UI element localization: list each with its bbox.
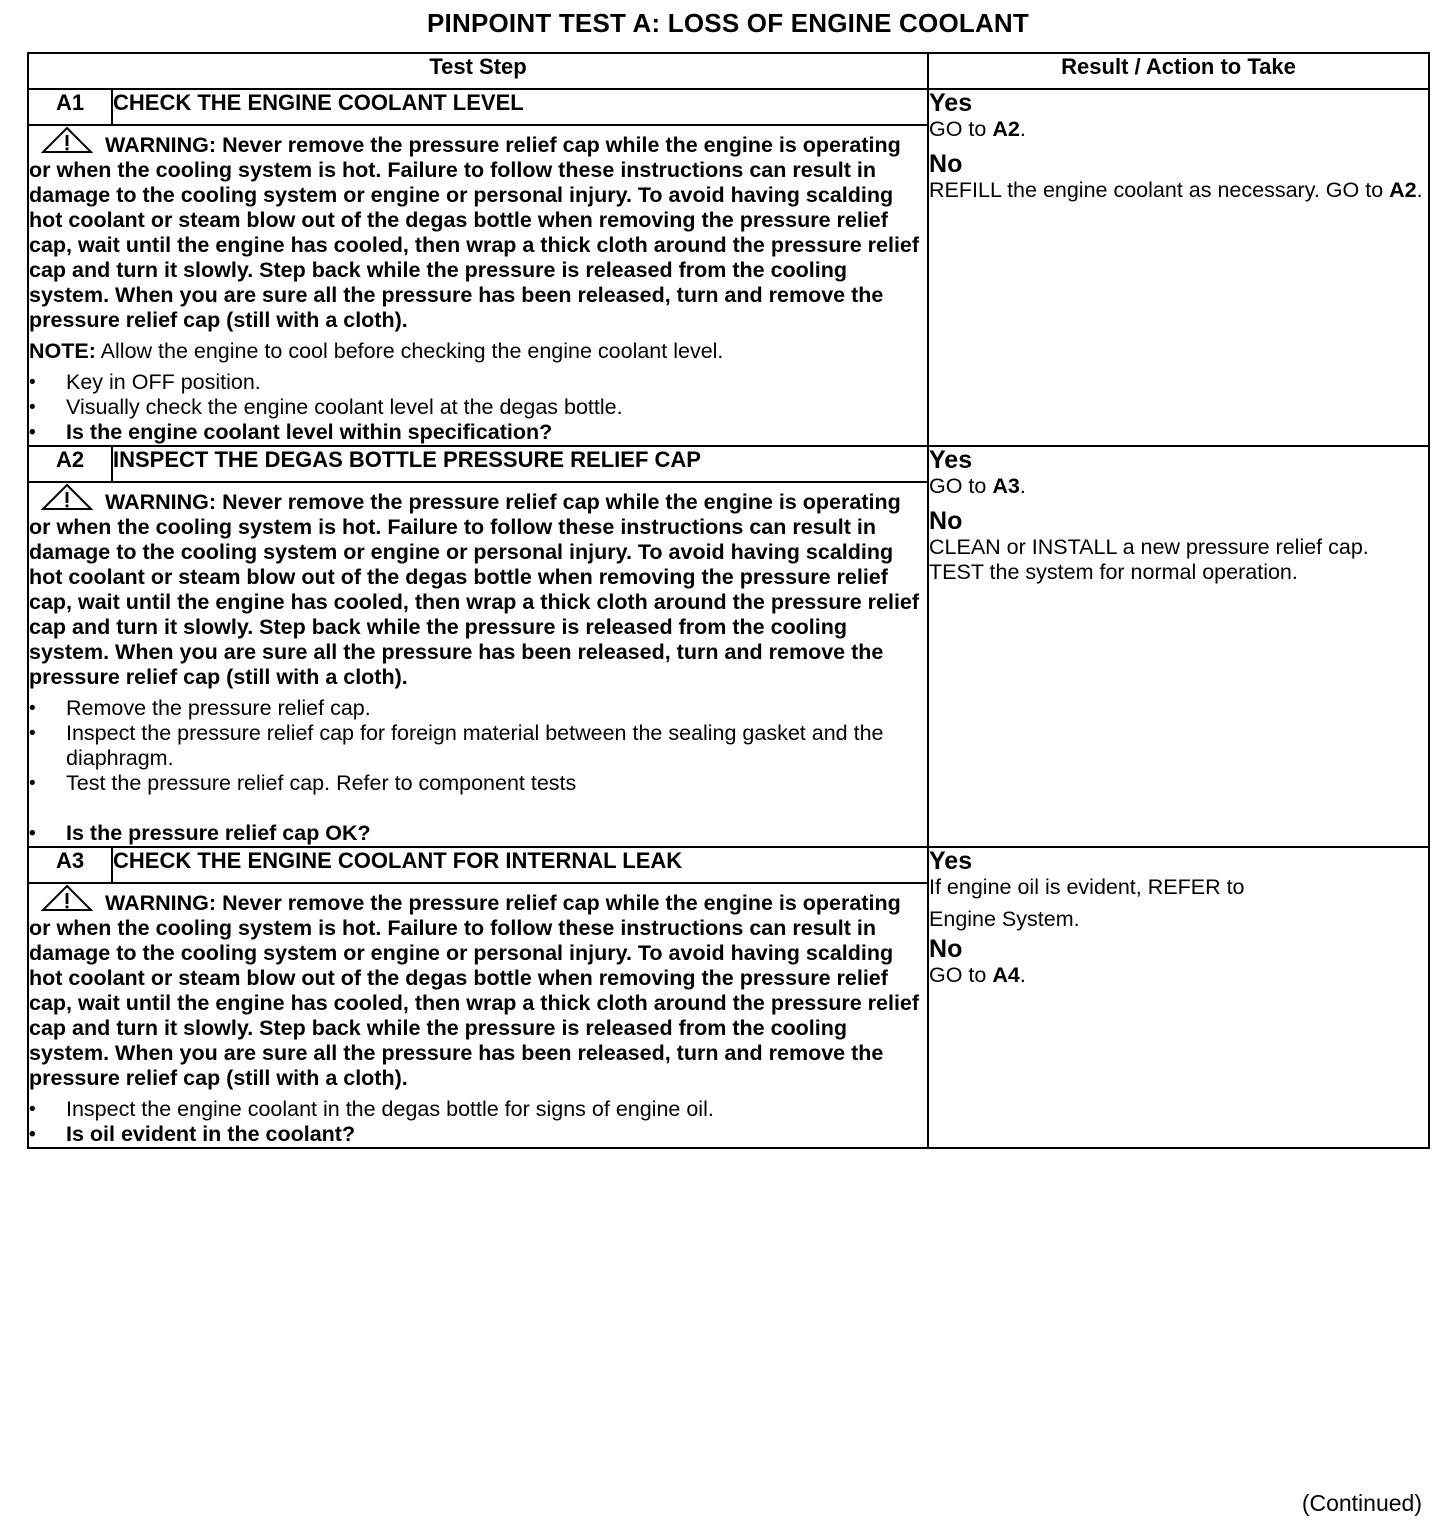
list-item-question: • Is oil evident in the coolant?: [29, 1122, 927, 1147]
step-id: A3: [28, 847, 112, 883]
warning-triangle-icon: [41, 126, 93, 154]
step-ref: A2: [1389, 177, 1417, 202]
warning-text: Never remove the pressure relief cap while the engine is operating or when the cooling system is hot. Failure to follow these instructions can result in damage to the cooling system or engine or personal injury. To avoid having scalding hot coolant or steam blow out of the degas bottle when removing the pressure relief cap, wait until the engine has cooled, then wrap a thick cloth around the pressure relief cap and turn it slowly. Step back while the pressure is released from the cooling system. When you are sure all the pressure has been released, turn and remove the pressure relief cap (still with a cloth).: [29, 891, 920, 1090]
header-test-step: Test Step: [28, 53, 928, 89]
step-ref: A2: [992, 117, 1020, 141]
step-title: CHECK THE ENGINE COOLANT FOR INTERNAL LEAK: [112, 847, 928, 883]
warning-triangle-icon: [41, 483, 93, 511]
step-a3-body: [28, 883, 928, 1148]
continued-label: (Continued): [1301, 1490, 1422, 1516]
step-a3-title-row: [28, 847, 1429, 883]
list-item: • Key in OFF position.: [29, 370, 927, 395]
warning-block: [29, 884, 927, 1091]
list-item: • Inspect the pressure relief cap for foreign material between the sealing gasket and the diaphragm.: [29, 721, 927, 771]
step-ref: A3: [992, 474, 1020, 498]
note-label: NOTE:: [29, 339, 96, 363]
step-a2-result: [928, 446, 1429, 847]
step-id: A1: [28, 89, 112, 125]
note-block: [29, 339, 927, 364]
yes-label: Yes: [929, 89, 973, 117]
no-label: No: [929, 149, 963, 178]
list-item: • Test the pressure relief cap. Refer to component tests: [29, 771, 927, 796]
step-a2-body: [28, 482, 928, 847]
step-ref: A4: [992, 963, 1020, 987]
list-item-question: • Is the pressure relief cap OK?: [29, 821, 927, 846]
warning-text: Never remove the pressure relief cap while the engine is operating or when the cooling system is hot. Failure to follow these instructions can result in damage to the cooling system or engine or personal injury. To avoid having scalding hot coolant or steam blow out of the degas bottle when removing the pressure relief cap, wait until the engine has cooled, then wrap a thick cloth around the pressure relief cap and turn it slowly. Step back while the pressure is released from the cooling system. When you are sure all the pressure has been released, turn and remove the pressure relief cap (still with a cloth).: [29, 133, 920, 332]
warning-triangle-icon: [41, 884, 93, 912]
step-bullets: [29, 1097, 927, 1147]
note-text: Allow the engine to cool before checking the engine coolant level.: [95, 339, 724, 363]
no-action: CLEAN or INSTALL a new pressure relief cap. TEST the system for normal operation.: [929, 534, 1369, 584]
no-action: REFILL the engine coolant as necessary. GO to A2.: [929, 177, 1423, 202]
list-item: • Visually check the engine coolant level at the degas bottle.: [29, 395, 927, 420]
step-id: A2: [28, 446, 112, 482]
yes-action-line2: Engine System.: [929, 906, 1080, 931]
step-a1-body: [28, 125, 928, 446]
yes-action: GO to A2.: [929, 117, 1026, 141]
no-action: GO to A4.: [929, 963, 1026, 987]
yes-label: Yes: [929, 847, 973, 875]
step-a1-title-row: [28, 89, 1429, 125]
step-title: CHECK THE ENGINE COOLANT LEVEL: [112, 89, 928, 125]
step-a3-result: [928, 847, 1429, 1148]
page-title: PINPOINT TEST A: LOSS OF ENGINE COOLANT: [427, 8, 1029, 38]
step-title: INSPECT THE DEGAS BOTTLE PRESSURE RELIEF CAP: [112, 446, 928, 482]
yes-action: GO to A3.: [929, 474, 1026, 498]
yes-label: Yes: [929, 446, 973, 474]
step-a1-result: [928, 89, 1429, 446]
no-label: No: [929, 935, 963, 963]
warning-label: WARNING:: [105, 490, 217, 514]
step-bullets: [29, 370, 927, 445]
step-a2-title-row: [28, 446, 1429, 482]
list-item: • Inspect the engine coolant in the degas bottle for signs of engine oil.: [29, 1097, 927, 1122]
header-result-action: Result / Action to Take: [928, 53, 1429, 89]
list-item: • Remove the pressure relief cap.: [29, 696, 927, 721]
yes-action-line1: If engine oil is evident, REFER to: [929, 875, 1245, 899]
warning-label: WARNING:: [105, 133, 217, 157]
step-bullets: [29, 696, 927, 846]
list-item-question: • Is the engine coolant level within specification?: [29, 420, 927, 445]
pinpoint-test-table: [27, 52, 1430, 1149]
warning-label: WARNING:: [105, 891, 217, 915]
table-header-row: [28, 53, 1429, 89]
warning-text: Never remove the pressure relief cap while the engine is operating or when the cooling system is hot. Failure to follow these instructions can result in damage to the cooling system or engine or personal injury. To avoid having scalding hot coolant or steam blow out of the degas bottle when removing the pressure relief cap, wait until the engine has cooled, then wrap a thick cloth around the pressure relief cap and turn it slowly. Step back while the pressure is released from the cooling system. When you are sure all the pressure has been released, turn and remove the pressure relief cap (still with a cloth).: [29, 490, 920, 689]
warning-block: [29, 483, 927, 690]
warning-block: [29, 126, 927, 333]
no-label: No: [929, 506, 963, 535]
